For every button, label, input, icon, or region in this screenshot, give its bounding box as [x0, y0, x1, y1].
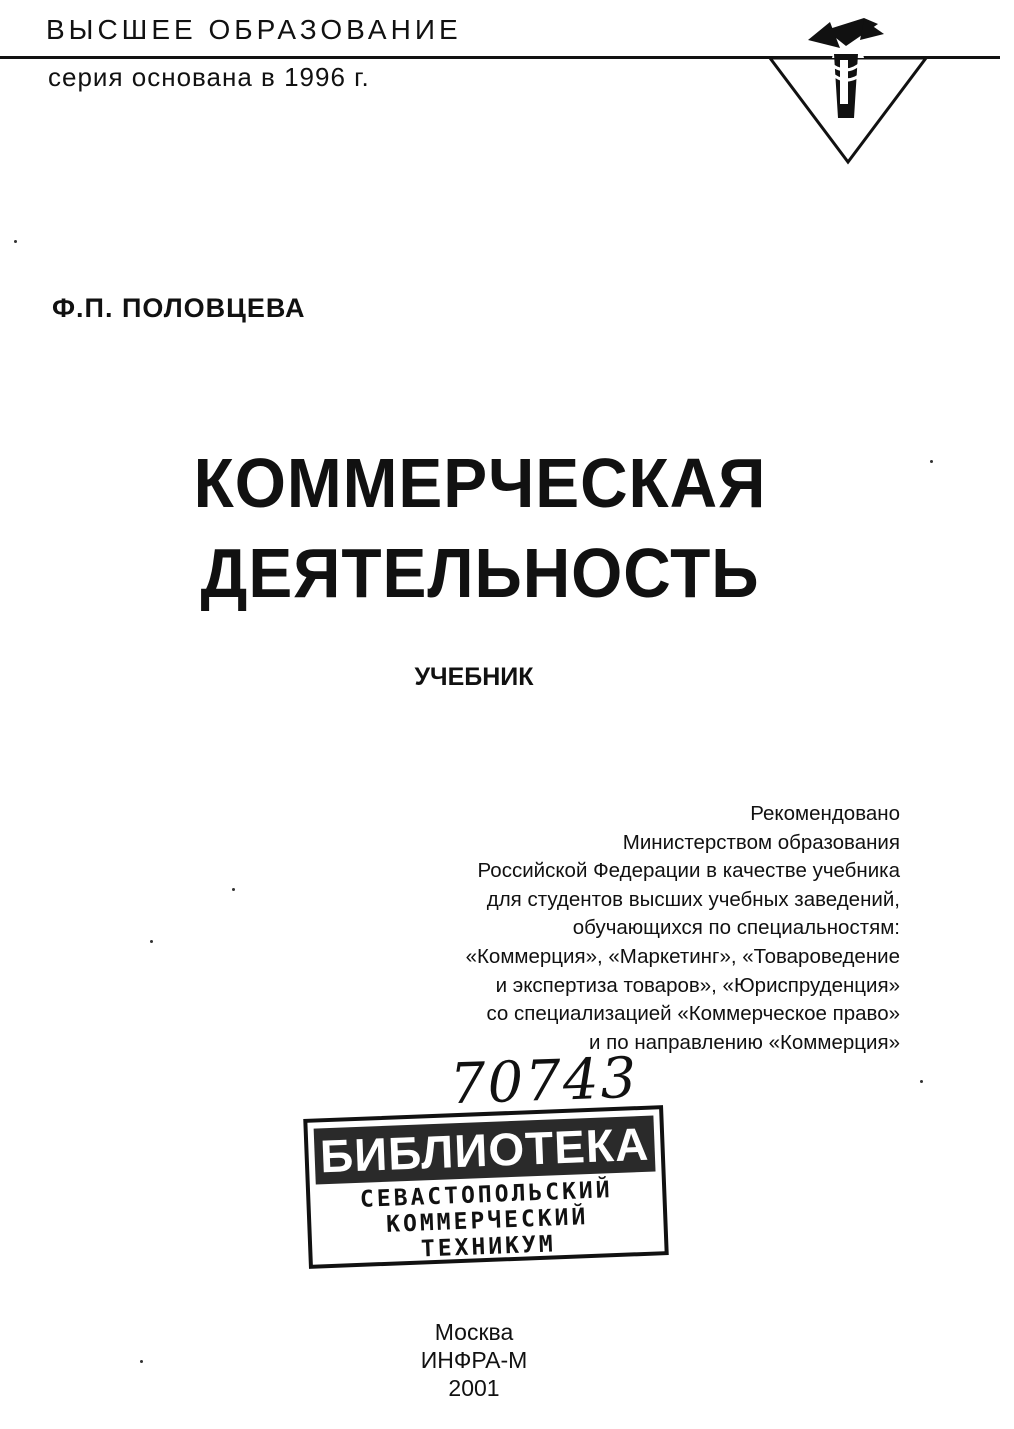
imprint-publisher: ИНФРА-М [420, 1347, 528, 1373]
book-author: Ф.П. ПОЛОВЦЕВА [52, 293, 306, 323]
library-stamp-header-text: БИБЛИОТЕКА [319, 1117, 651, 1183]
scan-speck [140, 1360, 143, 1363]
publisher-emblem-icon [768, 0, 928, 166]
imprint [374, 1318, 574, 1402]
recommendation-line: Министерством образования [622, 830, 900, 854]
scan-speck [14, 240, 17, 243]
recommendation-line: и экспертиза товаров», «Юриспруденция» [495, 973, 900, 997]
book-genre: УЧЕБНИК [414, 663, 534, 691]
recommendation-line: со специализацией «Коммерческое право» [486, 1002, 900, 1026]
recommendation-line: Российской Федерации в качестве учебника [477, 859, 900, 883]
library-stamp-line-2: КОММЕРЧЕСКИЙ [385, 1204, 589, 1238]
scan-speck [920, 1080, 923, 1083]
recommendation-line: Рекомендовано [750, 802, 900, 825]
scan-speck [150, 940, 153, 943]
handwritten-inventory-number: 70743 [448, 1045, 640, 1118]
scan-speck [232, 888, 235, 891]
recommendation-line: и по направлению «Коммерция» [588, 1030, 900, 1054]
imprint-city: Москва [434, 1319, 514, 1345]
book-title [120, 438, 840, 618]
book-title-line-1: КОММЕРЧЕСКАЯ [193, 444, 767, 522]
ministry-recommendation [380, 800, 900, 1057]
series-founded-note: серия основана в 1996 г. [48, 62, 370, 92]
library-stamp-header [314, 1116, 656, 1185]
series-title: ВЫСШЕЕ ОБРАЗОВАНИЕ [46, 14, 462, 45]
library-stamp-line-3: ТЕХНИКУМ [420, 1231, 557, 1263]
book-title-line-2: ДЕЯТЕЛЬНОСТЬ [200, 534, 760, 612]
library-stamp-line-1: СЕВАСТОПОЛЬСКИЙ [359, 1177, 614, 1213]
library-stamp [303, 1105, 668, 1269]
recommendation-line: «Коммерция», «Маркетинг», «Товароведение [465, 944, 900, 968]
imprint-year: 2001 [448, 1375, 500, 1401]
recommendation-line: для студентов высших учебных заведений, [486, 887, 900, 911]
scan-speck [930, 460, 933, 463]
recommendation-line: обучающихся по специальностям: [572, 916, 900, 940]
